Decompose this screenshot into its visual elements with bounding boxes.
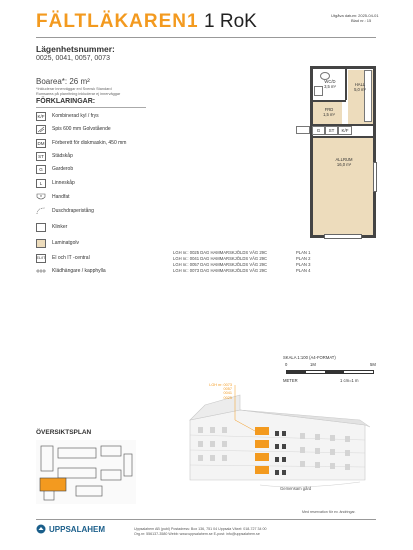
legend-item xyxy=(36,124,111,134)
scale-tick-0: 0 xyxy=(285,362,288,367)
sheet-number: Blad nr.: 15 xyxy=(351,18,372,23)
scale-bar xyxy=(286,370,374,374)
wall xyxy=(310,66,313,238)
room-area: 3,5 m² xyxy=(324,84,336,89)
legend-item xyxy=(36,192,70,202)
uppsalahem-logo-icon xyxy=(36,524,46,534)
apartment-number-label: Lägenhetsnummer: xyxy=(36,44,115,54)
elit-symbol: EL/IT xyxy=(36,254,46,263)
overview-map xyxy=(36,440,136,504)
legend-text: Linneskåp xyxy=(52,180,75,186)
window xyxy=(373,162,377,192)
room-hall-label xyxy=(348,82,372,92)
floor-plan xyxy=(294,62,378,248)
wall xyxy=(310,66,376,69)
cleaning-cabinet: ST xyxy=(325,126,338,135)
scale-tick-1: 1M xyxy=(310,362,316,367)
unit-label: 0025 xyxy=(223,395,232,400)
footer-contact: Uppsalahem AB (publ) Postadress: Box 136, 751 04 Uppsala Växel: 018-727 34 00 xyxy=(134,527,267,531)
cabinet-row xyxy=(312,126,372,135)
legend-text: Garderob xyxy=(52,166,74,172)
legend-item xyxy=(36,206,94,216)
clothes-hanger-icon xyxy=(36,267,46,276)
wall xyxy=(373,66,376,238)
scale-title: SKALA 1:100 (A4-FORMAT) xyxy=(283,355,336,360)
room-area: 16,0 m² xyxy=(336,162,352,167)
room-wc-label xyxy=(316,79,344,89)
room-area: 1,5 m² xyxy=(323,112,335,117)
shower-rod-icon xyxy=(36,207,46,216)
wall xyxy=(345,66,347,100)
overview-title: ÖVERSIKTSPLAN xyxy=(36,429,92,436)
apartment-numbers: 0025, 0041, 0057, 0073 xyxy=(36,55,110,62)
area-footnote xyxy=(36,87,156,96)
legend-text: Laminatgolv xyxy=(52,240,79,246)
address-plan: PLAN 1 xyxy=(296,250,311,255)
apartment-type: 1 RoK xyxy=(204,11,257,32)
wall xyxy=(310,100,346,102)
legend-text: Klädhängare / kapphylla xyxy=(52,268,106,274)
unit-label: 0041 xyxy=(223,391,232,396)
room-name: WC/D xyxy=(324,79,336,84)
window xyxy=(324,234,362,239)
wall xyxy=(310,136,376,138)
legend-text: Spis 600 mm Golvstående xyxy=(52,126,111,132)
reservation-note: Med reservation för ev. ändringar. xyxy=(302,510,356,514)
laminate-swatch xyxy=(36,239,46,248)
l-symbol: L xyxy=(36,179,46,188)
room-name: FRD xyxy=(324,107,334,112)
g-symbol: G xyxy=(36,165,46,174)
legend-text: Duschdraperistång xyxy=(52,208,94,214)
address-plan: PLAN 4 xyxy=(296,268,311,273)
wardrobe-cabinet: G xyxy=(312,126,325,135)
footer-contact: Org.nr: 556137-3580 Webb: www.uppsalahem.se E-post: info@uppsalahem.se xyxy=(134,532,260,536)
scale-unit: METER xyxy=(283,378,298,383)
address-plan: PLAN 3 xyxy=(296,262,311,267)
legend-text: Klinker xyxy=(52,224,68,230)
dm-symbol: DM xyxy=(37,140,45,146)
legend-divider xyxy=(36,107,146,108)
legend-text: Kombinerad kyl / frys xyxy=(52,113,99,119)
legend-item xyxy=(36,151,73,161)
kf-symbol: K/F xyxy=(37,113,45,119)
balcony-stub xyxy=(296,126,310,134)
room-allrum-label xyxy=(324,157,364,167)
stove-icon xyxy=(36,125,46,134)
legend-text: Handfat xyxy=(52,194,70,200)
legend-item xyxy=(36,266,106,276)
room-name: HALL xyxy=(354,82,366,87)
room-area: 5,0 m² xyxy=(354,87,366,92)
legend-item xyxy=(36,164,73,174)
legend-text: Förberett för diskmaskin, 450 mm xyxy=(52,140,127,146)
living-area: Boarea*: 26 m² xyxy=(36,77,90,86)
building-elevation xyxy=(160,385,385,495)
address-line: LGH nr.: 0025 DAG HAMMARSKJÖLDS VÄG 29C xyxy=(173,250,268,255)
address-line: LGH nr.: 0073 DAG HAMMARSKJÖLDS VÄG 29C xyxy=(173,268,268,273)
company-name: UPPSALAHEM xyxy=(49,524,106,534)
address-line: LGH nr.: 0057 DAG HAMMARSKJÖLDS VÄG 29C xyxy=(173,262,268,267)
page-title: FÄLTLÄKAREN1 xyxy=(36,11,199,32)
room-frd-label xyxy=(314,107,344,117)
courtyard-label: Gemensam gård xyxy=(280,486,312,491)
legend-title: FÖRKLARINGAR: xyxy=(36,98,96,105)
st-symbol: ST xyxy=(36,152,46,161)
unit-label: LGH nr: 0073 xyxy=(209,383,232,387)
unit-label: 0057 xyxy=(223,387,232,392)
scale-ratio: 1 cm=1 m xyxy=(340,378,359,383)
legend-item xyxy=(36,238,79,248)
fridge-freezer: K/F xyxy=(338,126,352,135)
company-logo xyxy=(36,524,105,534)
room-name: ALLRUM xyxy=(335,157,353,162)
scale-tick-5: 5M xyxy=(370,362,376,367)
legend-text: El och IT -central xyxy=(52,255,90,261)
legend-item xyxy=(36,253,90,263)
sink-icon xyxy=(36,193,46,202)
tile-swatch xyxy=(36,223,46,232)
legend-item xyxy=(36,222,67,232)
issue-date: Utgåva datum: 2025-04-01 xyxy=(331,13,379,18)
legend-item xyxy=(36,138,126,148)
address-line: LGH nr.: 0041 DAG HAMMARSKJÖLDS VÄG 29C xyxy=(173,256,268,261)
hall-wardrobe xyxy=(364,70,372,122)
legend-text: Städskåp xyxy=(52,153,73,159)
sheet-meta xyxy=(331,13,379,23)
legend-item xyxy=(36,111,99,121)
header-divider xyxy=(36,37,376,38)
footnote-line-2: Rumsarea på planritning inkluderar ej innerväggar xyxy=(36,91,121,96)
allrum-floor xyxy=(312,137,374,235)
footnote-line-1: *Inkluderar innerväggar enl Svensk Standard xyxy=(36,87,112,91)
footer-divider xyxy=(36,519,376,520)
unit-labels xyxy=(190,383,232,400)
address-plan: PLAN 2 xyxy=(296,256,311,261)
legend-item xyxy=(36,178,75,188)
